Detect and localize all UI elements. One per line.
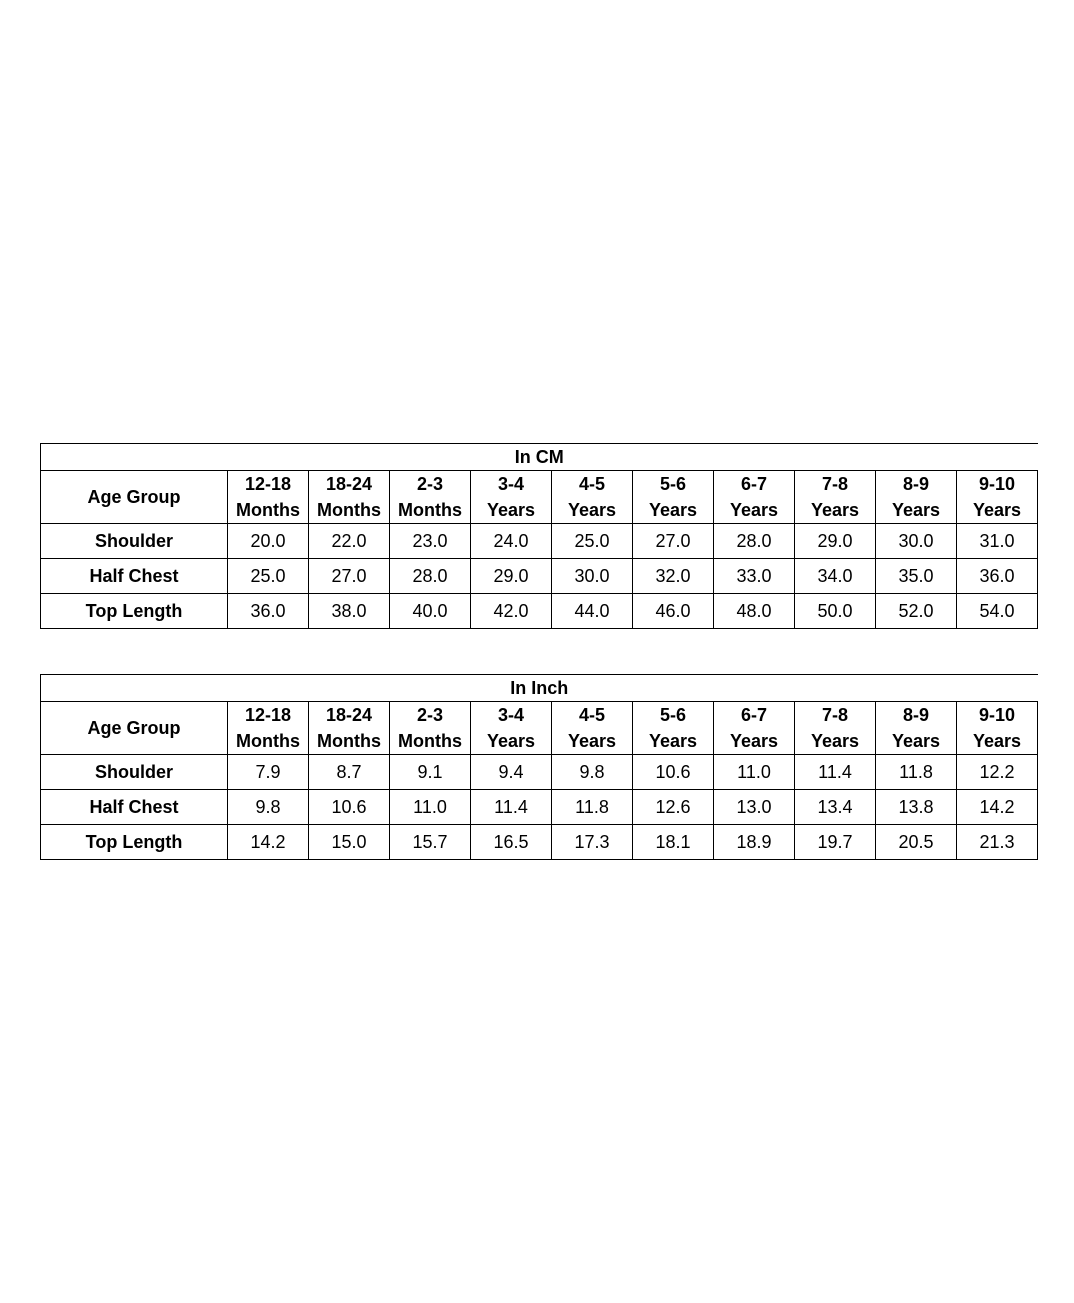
measurement-value: 12.6 <box>633 790 714 825</box>
age-column-header <box>957 702 1038 755</box>
age-range-label: 4-5 <box>578 474 605 494</box>
age-range-label: 6-7 <box>740 474 767 494</box>
table-row <box>41 594 1038 629</box>
age-column-header <box>633 702 714 755</box>
measurement-label: Top Length <box>41 594 228 629</box>
measurement-value: 27.0 <box>633 524 714 559</box>
measurement-value: 11.0 <box>390 790 471 825</box>
header-row <box>41 702 1038 755</box>
measurement-value: 23.0 <box>390 524 471 559</box>
age-column-header <box>390 702 471 755</box>
measurement-value: 11.0 <box>714 755 795 790</box>
measurement-value: 9.1 <box>390 755 471 790</box>
age-range-label: 9-10 <box>979 705 1016 725</box>
age-column-header <box>714 471 795 524</box>
measurement-value: 21.3 <box>957 825 1038 860</box>
table-row <box>41 825 1038 860</box>
age-range-label: 12-18 <box>244 705 292 725</box>
measurement-value: 33.0 <box>714 559 795 594</box>
age-unit-label: Years <box>567 731 617 751</box>
header-row <box>41 471 1038 524</box>
measurement-value: 44.0 <box>552 594 633 629</box>
measurement-value: 12.2 <box>957 755 1038 790</box>
measurement-value: 48.0 <box>714 594 795 629</box>
age-range-label: 2-3 <box>416 705 443 725</box>
age-unit-label: Years <box>891 731 941 751</box>
measurement-value: 13.0 <box>714 790 795 825</box>
measurement-value: 15.0 <box>309 825 390 860</box>
age-unit-label: Years <box>729 731 779 751</box>
age-range-label: 18-24 <box>325 705 373 725</box>
measurement-value: 9.8 <box>228 790 309 825</box>
measurement-label: Half Chest <box>41 559 228 594</box>
age-column-header <box>714 702 795 755</box>
measurement-value: 15.7 <box>390 825 471 860</box>
age-column-header <box>876 471 957 524</box>
measurement-value: 40.0 <box>390 594 471 629</box>
age-unit-label: Years <box>973 731 1022 751</box>
age-range-label: 8-9 <box>902 705 929 725</box>
table-row <box>41 524 1038 559</box>
age-unit-label: Years <box>729 500 779 520</box>
measurement-value: 35.0 <box>876 559 957 594</box>
table-row <box>41 755 1038 790</box>
age-range-label: 3-4 <box>497 705 524 725</box>
table-row <box>41 790 1038 825</box>
age-range-label: 7-8 <box>821 705 848 725</box>
age-unit-label: Years <box>648 731 698 751</box>
measurement-value: 16.5 <box>471 825 552 860</box>
age-unit-label: Years <box>810 731 860 751</box>
age-range-label: 9-10 <box>978 474 1016 494</box>
age-range-label: 5-6 <box>659 474 686 494</box>
age-group-header: Age Group <box>41 702 228 755</box>
age-column-header <box>552 471 633 524</box>
table-title-row <box>41 444 1038 471</box>
age-column-header <box>390 471 471 524</box>
age-range-label: 6-7 <box>740 705 767 725</box>
table-title-row <box>41 675 1038 702</box>
table-title: In CM <box>41 444 1038 471</box>
measurement-label: Top Length <box>41 825 228 860</box>
age-column-header <box>309 471 390 524</box>
measurement-value: 31.0 <box>957 524 1038 559</box>
measurement-value: 42.0 <box>471 594 552 629</box>
measurement-value: 25.0 <box>552 524 633 559</box>
measurement-value: 36.0 <box>957 559 1038 594</box>
measurement-value: 22.0 <box>309 524 390 559</box>
measurement-value: 7.9 <box>228 755 309 790</box>
measurement-value: 10.6 <box>633 755 714 790</box>
measurement-value: 20.5 <box>876 825 957 860</box>
age-unit-label: Months <box>317 731 381 751</box>
age-range-label: 4-5 <box>578 705 605 725</box>
measurement-value: 11.8 <box>552 790 633 825</box>
age-unit-label: Months <box>317 500 381 520</box>
measurement-value: 30.0 <box>876 524 957 559</box>
age-group-header: Age Group <box>41 471 228 524</box>
age-unit-label: Years <box>567 500 617 520</box>
measurement-label: Shoulder <box>41 524 228 559</box>
measurement-label: Half Chest <box>41 790 228 825</box>
measurement-value: 17.3 <box>552 825 633 860</box>
age-column-header <box>876 702 957 755</box>
measurement-value: 38.0 <box>309 594 390 629</box>
measurement-value: 20.0 <box>228 524 309 559</box>
age-range-label: 2-3 <box>416 474 443 494</box>
measurement-value: 28.0 <box>714 524 795 559</box>
measurement-value: 52.0 <box>876 594 957 629</box>
age-column-header <box>228 471 309 524</box>
age-range-label: 5-6 <box>659 705 686 725</box>
age-range-label: 8-9 <box>902 474 929 494</box>
age-unit-label: Years <box>972 500 1022 520</box>
age-column-header <box>957 471 1038 524</box>
measurement-value: 50.0 <box>795 594 876 629</box>
measurement-value: 27.0 <box>309 559 390 594</box>
measurement-value: 30.0 <box>552 559 633 594</box>
measurement-value: 46.0 <box>633 594 714 629</box>
age-column-header <box>309 702 390 755</box>
age-unit-label: Years <box>810 500 860 520</box>
age-column-header <box>228 702 309 755</box>
age-unit-label: Months <box>236 731 300 751</box>
measurement-value: 24.0 <box>471 524 552 559</box>
measurement-value: 10.6 <box>309 790 390 825</box>
size-chart-inch-table <box>40 674 1038 860</box>
table-title: In Inch <box>41 675 1038 702</box>
age-range-label: 7-8 <box>821 474 848 494</box>
measurement-value: 9.8 <box>552 755 633 790</box>
measurement-value: 29.0 <box>471 559 552 594</box>
measurement-value: 13.4 <box>795 790 876 825</box>
age-range-label: 12-18 <box>244 474 292 494</box>
measurement-value: 11.4 <box>795 755 876 790</box>
measurement-value: 11.4 <box>471 790 552 825</box>
age-column-header <box>471 471 552 524</box>
age-unit-label: Years <box>891 500 941 520</box>
measurement-value: 9.4 <box>471 755 552 790</box>
measurement-value: 18.9 <box>714 825 795 860</box>
measurement-value: 19.7 <box>795 825 876 860</box>
measurement-value: 8.7 <box>309 755 390 790</box>
measurement-value: 29.0 <box>795 524 876 559</box>
measurement-value: 18.1 <box>633 825 714 860</box>
age-unit-label: Months <box>236 500 300 520</box>
age-unit-label: Years <box>648 500 698 520</box>
measurement-value: 11.8 <box>876 755 957 790</box>
age-unit-label: Months <box>398 500 462 520</box>
measurement-value: 14.2 <box>957 790 1038 825</box>
measurement-value: 28.0 <box>390 559 471 594</box>
table-row <box>41 559 1038 594</box>
measurement-value: 54.0 <box>957 594 1038 629</box>
age-unit-label: Years <box>486 500 536 520</box>
age-column-header <box>795 702 876 755</box>
measurement-value: 36.0 <box>228 594 309 629</box>
measurement-label: Shoulder <box>41 755 228 790</box>
age-column-header <box>471 702 552 755</box>
age-column-header <box>633 471 714 524</box>
age-unit-label: Years <box>486 731 536 751</box>
measurement-value: 14.2 <box>228 825 309 860</box>
age-range-label: 3-4 <box>497 474 524 494</box>
measurement-value: 34.0 <box>795 559 876 594</box>
measurement-value: 32.0 <box>633 559 714 594</box>
age-range-label: 18-24 <box>325 474 373 494</box>
size-chart-cm-table <box>40 443 1038 629</box>
age-column-header <box>795 471 876 524</box>
age-unit-label: Months <box>398 731 462 751</box>
measurement-value: 13.8 <box>876 790 957 825</box>
measurement-value: 25.0 <box>228 559 309 594</box>
age-column-header <box>552 702 633 755</box>
